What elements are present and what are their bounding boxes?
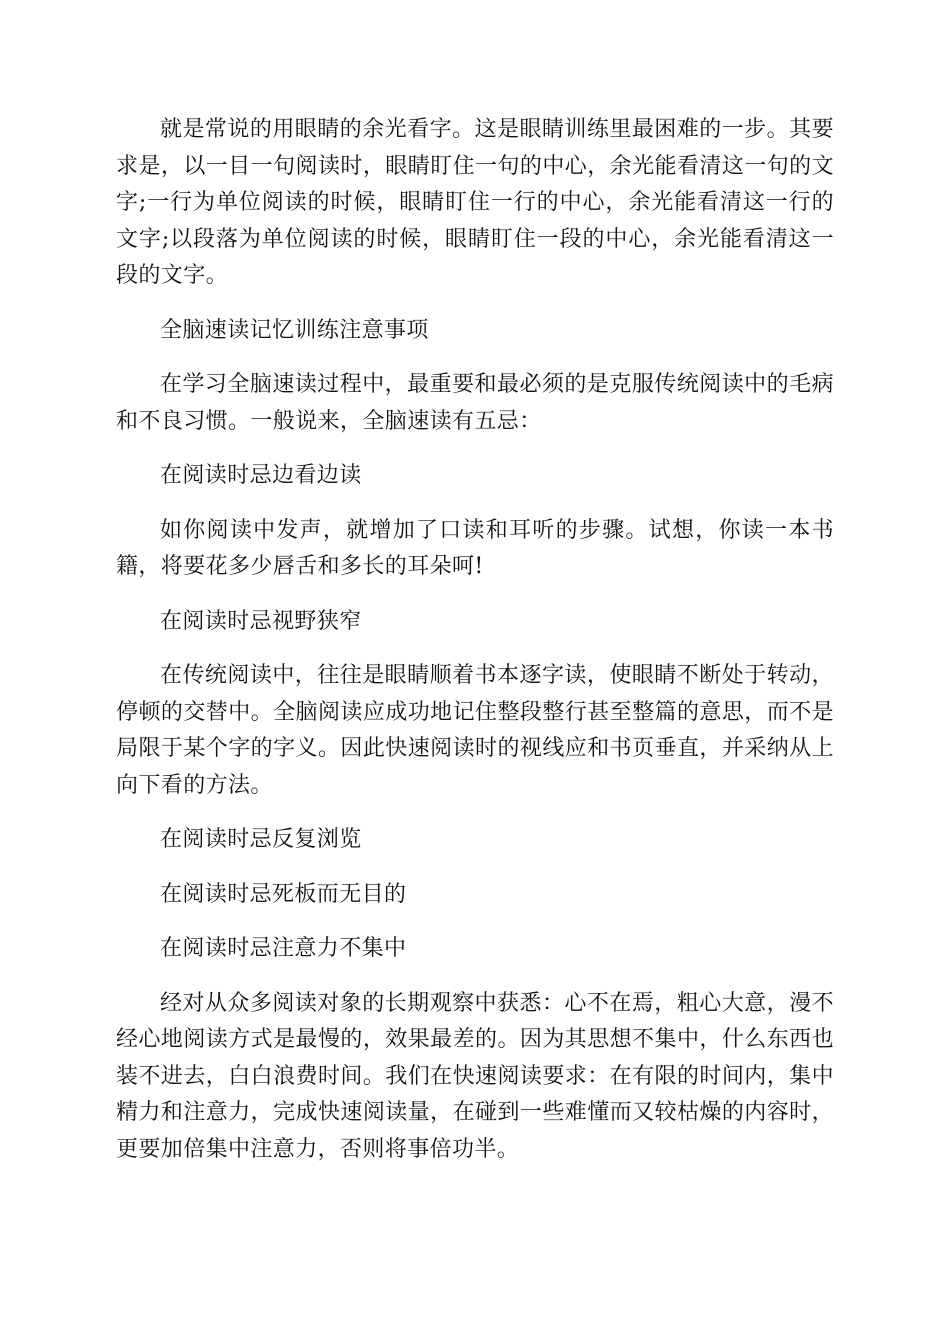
paragraph-gap (116, 913, 834, 931)
paragraph-reading-aloud: 如你阅读中发声，就增加了口读和耳听的步骤。试想，你读一本书籍，将要花多少唇舌和多长的耳朵呵! (116, 517, 834, 579)
document-page (116, 112, 834, 1168)
paragraph-gap (116, 804, 834, 822)
paragraph-gap (116, 859, 834, 877)
paragraph-gap (116, 968, 834, 986)
paragraph-gap (116, 440, 834, 458)
paragraph-gap (116, 295, 834, 313)
paragraph-lack-of-focus: 经对从众多阅读对象的长期观察中获悉：心不在焉，粗心大意，漫不经心地阅读方式是最慢的，效果最差的。因为其思想不集中，什么东西也装不进去，白白浪费时间。我们在快速阅读要求：在有限的时间内，集中精力和注意力，完成快速阅读量，在碰到一些难懂而又较枯燥的内容时，更要加倍集中注意力，否则将事倍功半。 (116, 990, 834, 1162)
taboo-heading-narrow-vision: 在阅读时忌视野狭窄 (160, 608, 362, 634)
paragraph-narrow-vision: 在传统阅读中，往往是眼睛顺着书本逐字读，使眼睛不断处于转动，停顿的交替中。全脑阅读应成功地记住整段整行甚至整篇的意思，而不是局限于某个字的字义。因此快速阅读时的视线应和书页垂直，并采纳从上向下看的方法。 (116, 663, 834, 798)
paragraph-gap (116, 349, 834, 367)
paragraph-gap (116, 586, 834, 604)
taboo-heading-repeated-browsing: 在阅读时忌反复浏览 (160, 827, 362, 852)
taboo-heading-lack-of-focus: 在阅读时忌注意力不集中 (160, 936, 407, 961)
taboo-heading-reading-aloud: 在阅读时忌边看边读 (160, 463, 362, 488)
taboo-heading-rigid-aimless: 在阅读时忌死板而无目的 (160, 881, 407, 907)
paragraph-gap (116, 640, 834, 658)
paragraph-gap (116, 495, 834, 513)
section-heading-precautions: 全脑速读记忆训练注意事项 (160, 317, 429, 343)
paragraph-peripheral-vision: 就是常说的用眼睛的余光看字。这是眼睛训练里最困难的一步。其要求是，以一目一句阅读时，眼睛盯住一句的中心，余光能看清这一句的文字;一行为单位阅读的时候，眼睛盯住一行的中心，余光能看清这一行的文字;以段落为单位阅读的时候，眼睛盯住一段的中心，余光能看清这一段的文字。 (116, 117, 834, 288)
paragraph-five-taboos-intro: 在学习全脑速读过程中，最重要和最必须的是克服传统阅读中的毛病和不良习惯。一般说来，全脑速读有五忌： (116, 372, 834, 434)
